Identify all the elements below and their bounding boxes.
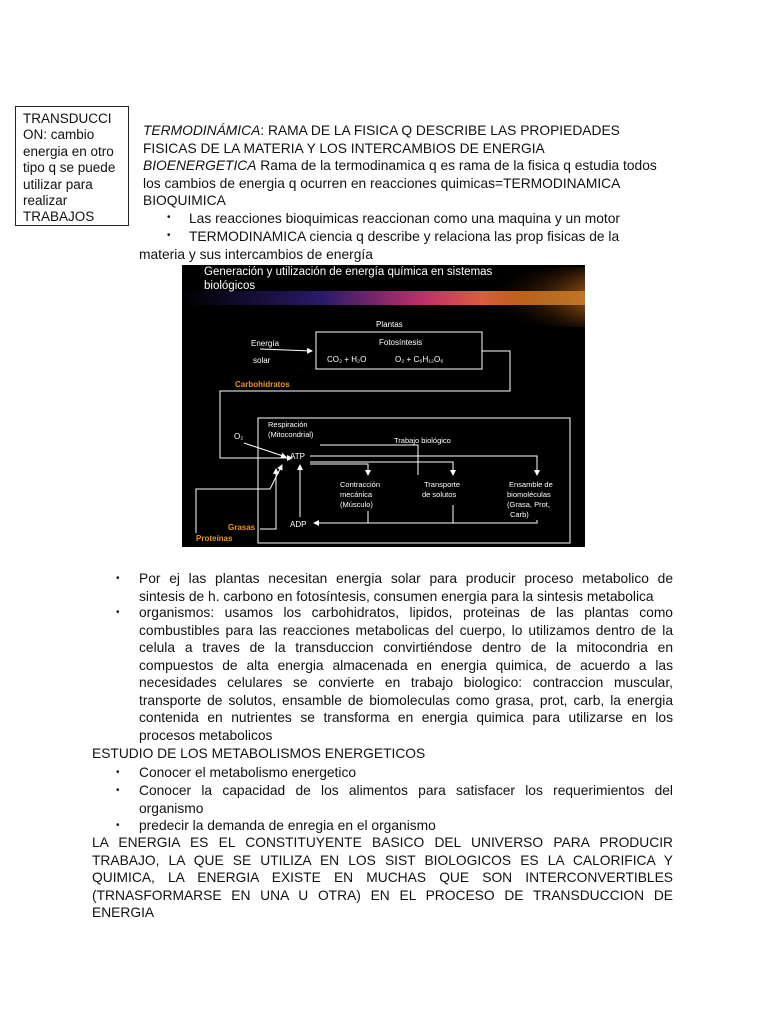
- adp-label: ADP: [290, 520, 307, 529]
- list-line: Conocer el metabolismo energetico: [139, 765, 357, 780]
- list-line: necesidades celulares se convierte en trabajo biologico: contraccion muscular,: [139, 675, 673, 690]
- intro-bullet-1: Las reacciones bioquimicas reaccionan como una maquina y un motor: [189, 211, 621, 226]
- list-item: [139, 570, 673, 605]
- sidebox-line: utilizar para: [23, 176, 93, 192]
- ensamble-1: Ensamble de: [509, 480, 553, 489]
- fotosintesis-label: Fotosíntesis: [379, 338, 423, 347]
- contraccion-1: Contracción: [340, 480, 381, 489]
- bioenergetica-term: BIOENERGETICA: [143, 158, 257, 173]
- transporte-1: Transporte: [424, 480, 460, 489]
- intro-bullet-2: TERMODINAMICA ciencia q describe y relaciona las prop fisicas de la: [189, 229, 620, 244]
- estudio-heading: ESTUDIO DE LOS METABOLISMOS ENERGETICOS: [92, 746, 426, 761]
- list-line: transporte de solutos, ensamble de biomoleculas como grasa, prot, carb, la energia: [139, 692, 673, 708]
- bioenergetica-definition-cont: los cambios de energia q ocurren en reacciones quimicas=TERMODINAMICA: [143, 175, 621, 191]
- transduccion-box: [15, 106, 129, 226]
- list-line: organismo: [139, 800, 204, 816]
- bullet-marker: •: [116, 607, 120, 618]
- contraccion-3: (Músculo): [340, 500, 373, 509]
- respiracion-label: Respiración: [268, 420, 308, 429]
- ensamble-4: Carb): [510, 510, 529, 519]
- intro-bullet-2-cont: materia y sus intercambios de energía: [139, 247, 373, 262]
- list-item: [139, 782, 673, 817]
- products-label: O₂ + C₆H₁₂O₆: [395, 355, 444, 364]
- atp-to-contraccion: [310, 464, 368, 475]
- sidebox-line: ON: cambio: [23, 127, 95, 143]
- list-item: [139, 604, 673, 744]
- energia-label: Energía: [251, 339, 280, 348]
- trabajo-top-line: [320, 445, 418, 475]
- energy-diagram: [182, 265, 585, 547]
- bullet-marker: •: [167, 230, 171, 241]
- paragraph-line: TRABAJO, LA QUE SE UTILIZA EN LOS SIST BIOLOGICOS ES LA CALORIFICA Y: [92, 852, 673, 868]
- ensamble-3: (Grasa, Prot,: [507, 500, 550, 509]
- sidebox-line: energia en otro: [23, 143, 114, 159]
- o2-arrow: [244, 443, 286, 457]
- final-paragraph: [92, 834, 673, 922]
- sidebox-line: realizar: [23, 193, 68, 209]
- bullet-marker: •: [167, 212, 171, 223]
- contraccion-2: mecánica: [340, 490, 373, 499]
- ensamble-2: biomoléculas: [507, 490, 551, 499]
- bioenergetica-definition-end: BIOQUIMICA: [143, 193, 226, 208]
- trabajo-label: Trabajo biológico: [394, 436, 451, 445]
- paragraph-line: (TRNASFORMARSE EN UNA U OTRA) EN EL PROCESO DE TRANSDUCCION DE: [92, 887, 673, 903]
- reactants-label: CO₂ + H₂O: [327, 355, 367, 364]
- intro-section: [143, 122, 703, 210]
- list-line: combustibles para las reacciones metabolicas del cuerpo, lo utilizamos dentro de la: [139, 622, 673, 638]
- carbohidratos-path: [220, 351, 510, 458]
- proteinas-label: Proteínas: [196, 534, 233, 543]
- termodinamica-definition: : RAMA DE LA FISICA Q DESCRIBE LAS PROPIEDADES: [260, 123, 620, 138]
- list-line: procesos metabolicos: [139, 727, 273, 743]
- carbohidratos-label: Carbohidratos: [235, 380, 290, 389]
- atp-label: ATP: [290, 452, 305, 461]
- sidebox-line: TRANSDUCCI: [23, 111, 112, 126]
- solar-label: solar: [253, 356, 271, 365]
- paragraph-line: ENERGIA: [92, 905, 155, 920]
- list-line: organismos: usamos los carbohidratos, lipidos, proteinas de las plantas como: [139, 605, 673, 620]
- list-item: [139, 764, 673, 782]
- list-line: contenida en nutrientes se transforma en energia quimica para utilizarse en los: [139, 710, 673, 725]
- list-line: Conocer la capacidad de los alimentos para satisfacer los requerimientos del: [139, 783, 673, 798]
- energy-diagram-svg: [182, 265, 585, 547]
- paragraph-line: LA ENERGIA ES EL CONSTITUYENTE BASICO DEL UNIVERSO PARA PRODUCIR: [92, 835, 673, 850]
- plantas-label: Plantas: [376, 320, 403, 329]
- list-line: Por ej las plantas necesitan energia solar para producir proceso metabolico de: [139, 571, 673, 586]
- o2-label: O₂: [234, 432, 244, 441]
- bullet-marker: •: [116, 767, 120, 778]
- bullet-marker: •: [116, 785, 120, 796]
- atp-to-ensamble: [310, 456, 537, 475]
- sidebox-line: tipo q se puede: [23, 160, 116, 176]
- list-line: sintesis de h. carbono en fotosíntesis, consumen energia para la sintesis metabolica: [139, 588, 654, 604]
- solar-arrow: [260, 349, 312, 351]
- list-item: [139, 817, 673, 835]
- sidebox-line: TRABAJOS: [23, 209, 95, 225]
- grasas-label: Grasas: [228, 523, 256, 532]
- termodinamica-term: TERMODINÁMICA: [143, 123, 261, 138]
- list-line: compuestos de alta energia almacenada en energia quimica, de acuerdo a las: [139, 657, 673, 673]
- grasas-path: [260, 469, 276, 529]
- bullet-marker: •: [116, 573, 120, 584]
- transporte-2: de solutos: [422, 490, 457, 499]
- bioenergetica-definition: Rama de la termodinamica q es rama de la fisica q estudia todos: [256, 158, 657, 173]
- list-line: predecir la demanda de enregia en el organismo: [139, 818, 436, 833]
- termodinamica-definition-cont: FISICAS DE LA MATERIA Y LOS INTERCAMBIOS DE ENERGIA: [143, 140, 545, 156]
- figure-title-1: Generación y utilización de energía química en sistemas: [204, 266, 493, 278]
- mitocondrial-label: (Mitocondrial): [268, 430, 314, 439]
- figure-title-2: biológicos: [204, 280, 256, 292]
- list-line: celula a traves de la transduccion convirtiéndose dentro de la mitocondria en: [139, 640, 673, 655]
- paragraph-line: QUIMICA, LA ENERGIA EXISTE EN MUCHAS QUE SON INTERCONVERTIBLES: [92, 870, 673, 885]
- bullet-marker: •: [116, 820, 120, 831]
- return-to-adp: [314, 520, 537, 523]
